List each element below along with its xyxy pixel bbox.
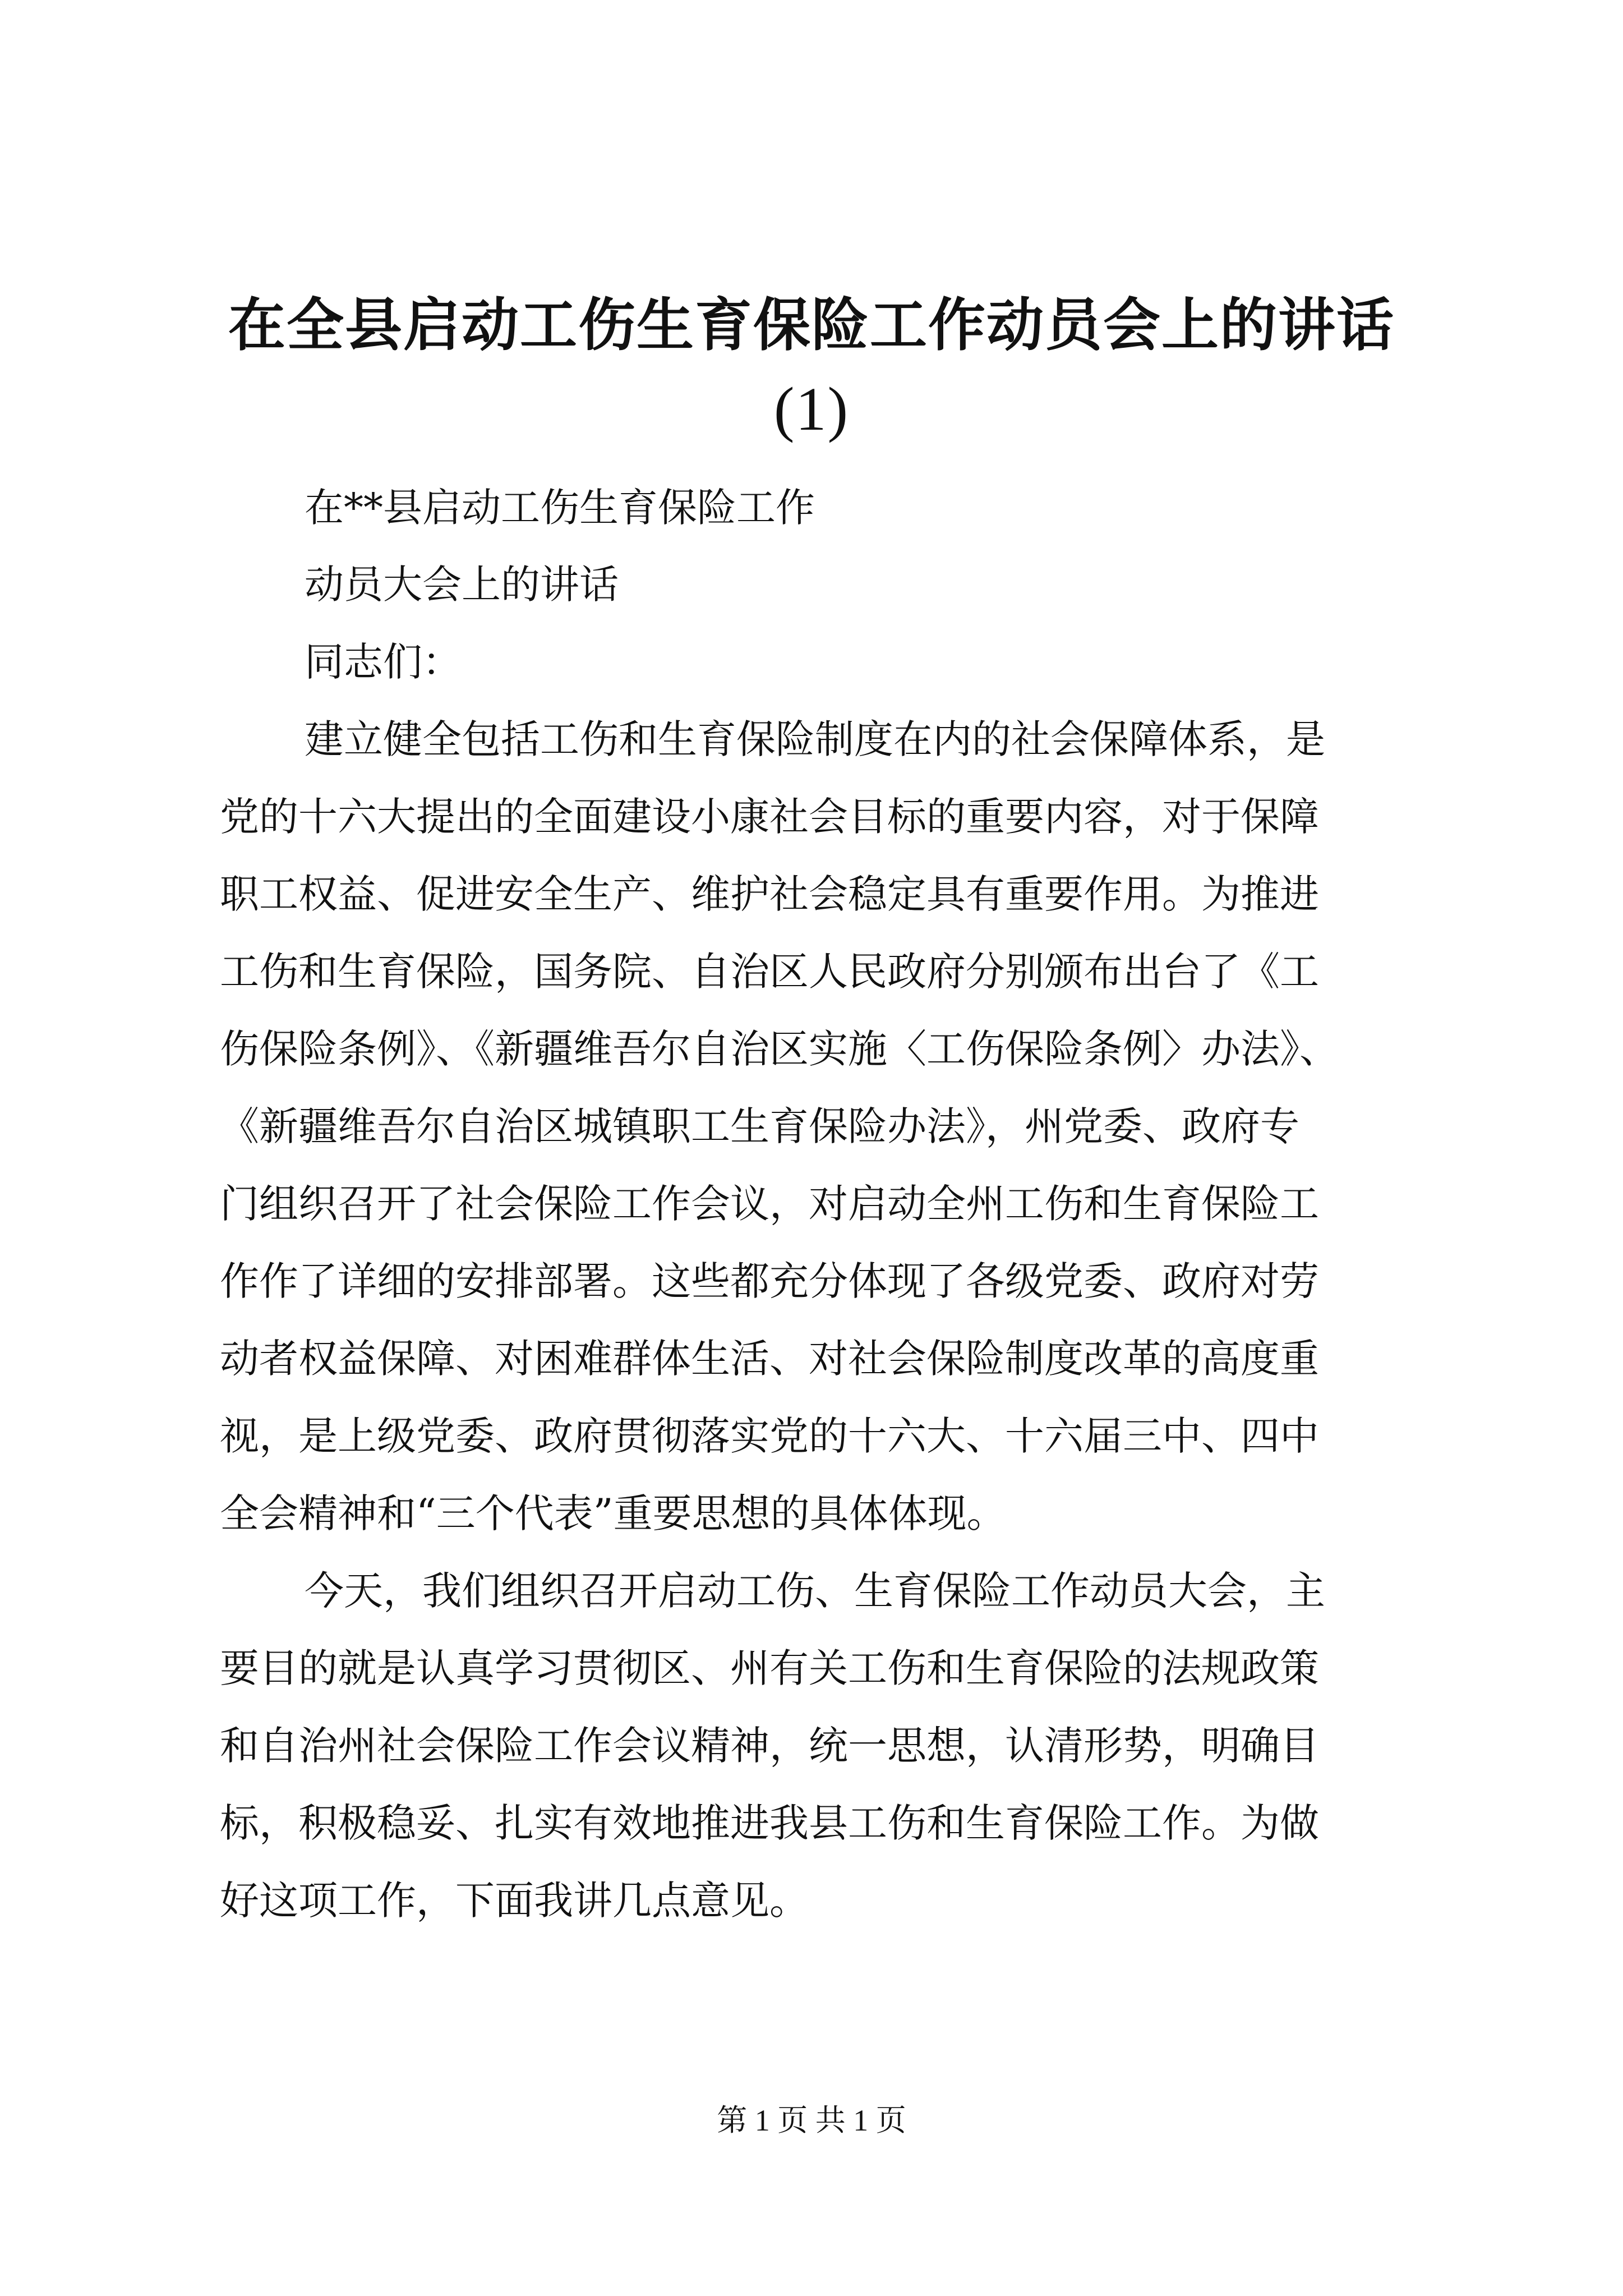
paragraph-line: 《新疆维吾尔自治区城镇职工生育保险办法》，州党委、政府专 — [220, 1103, 1299, 1149]
paragraph-line: 门组织召开了社会保险工作会议，对启动全州工伤和生育保险工 — [220, 1181, 1319, 1227]
paragraph-line: 建立健全包括工伤和生育保险制度在内的社会保障体系，是 — [305, 716, 1325, 762]
paragraph-line: 全会精神和“三个代表”重要思想的具体体现。 — [220, 1490, 1006, 1536]
paragraph-line: 好这项工作，下面我讲几点意见。 — [220, 1878, 809, 1924]
document-title-suffix: (1) — [773, 375, 850, 443]
paragraph-line: 党的十六大提出的全面建设小康社会目标的重要内容，对于保障 — [220, 794, 1319, 840]
paragraph-line: 动者权益保障、对困难群体生活、对社会保险制度改革的高度重 — [220, 1336, 1319, 1382]
subtitle-line-2: 动员大会上的讲话 — [305, 562, 619, 608]
paragraph-line: 视，是上级党委、政府贯彻落实党的十六大、十六届三中、四中 — [220, 1413, 1319, 1459]
paragraph-line: 伤保险条例》、《新疆维吾尔自治区实施〈工伤保险条例〉办法》、 — [220, 1026, 1339, 1072]
document-title: 在全县启动工伤生育保险工作动员会上的讲话 — [228, 292, 1395, 359]
page-footer: 第 1 页 共 1 页 — [717, 2104, 906, 2137]
paragraph-line: 工伤和生育保险，国务院、自治区人民政府分别颁布出台了《工 — [220, 949, 1319, 995]
paragraph-line: 和自治州社会保险工作会议精神，统一思想，认清形势，明确目 — [220, 1723, 1319, 1769]
paragraph-line: 作作了详细的安排部署。这些都充分体现了各级党委、政府对劳 — [220, 1258, 1319, 1304]
paragraph-line: 职工权益、促进安全生产、维护社会稳定具有重要作用。为推进 — [220, 871, 1319, 917]
salutation: 同志们： — [305, 639, 462, 685]
subtitle-line-1: 在**县启动工伤生育保险工作 — [305, 485, 815, 531]
paragraph-line: 标，积极稳妥、扎实有效地推进我县工伤和生育保险工作。为做 — [220, 1800, 1319, 1846]
paragraph-line: 要目的就是认真学习贯彻区、州有关工伤和生育保险的法规政策 — [220, 1645, 1319, 1691]
paragraph-line: 今天，我们组织召开启动工伤、生育保险工作动员大会，主 — [305, 1568, 1325, 1614]
